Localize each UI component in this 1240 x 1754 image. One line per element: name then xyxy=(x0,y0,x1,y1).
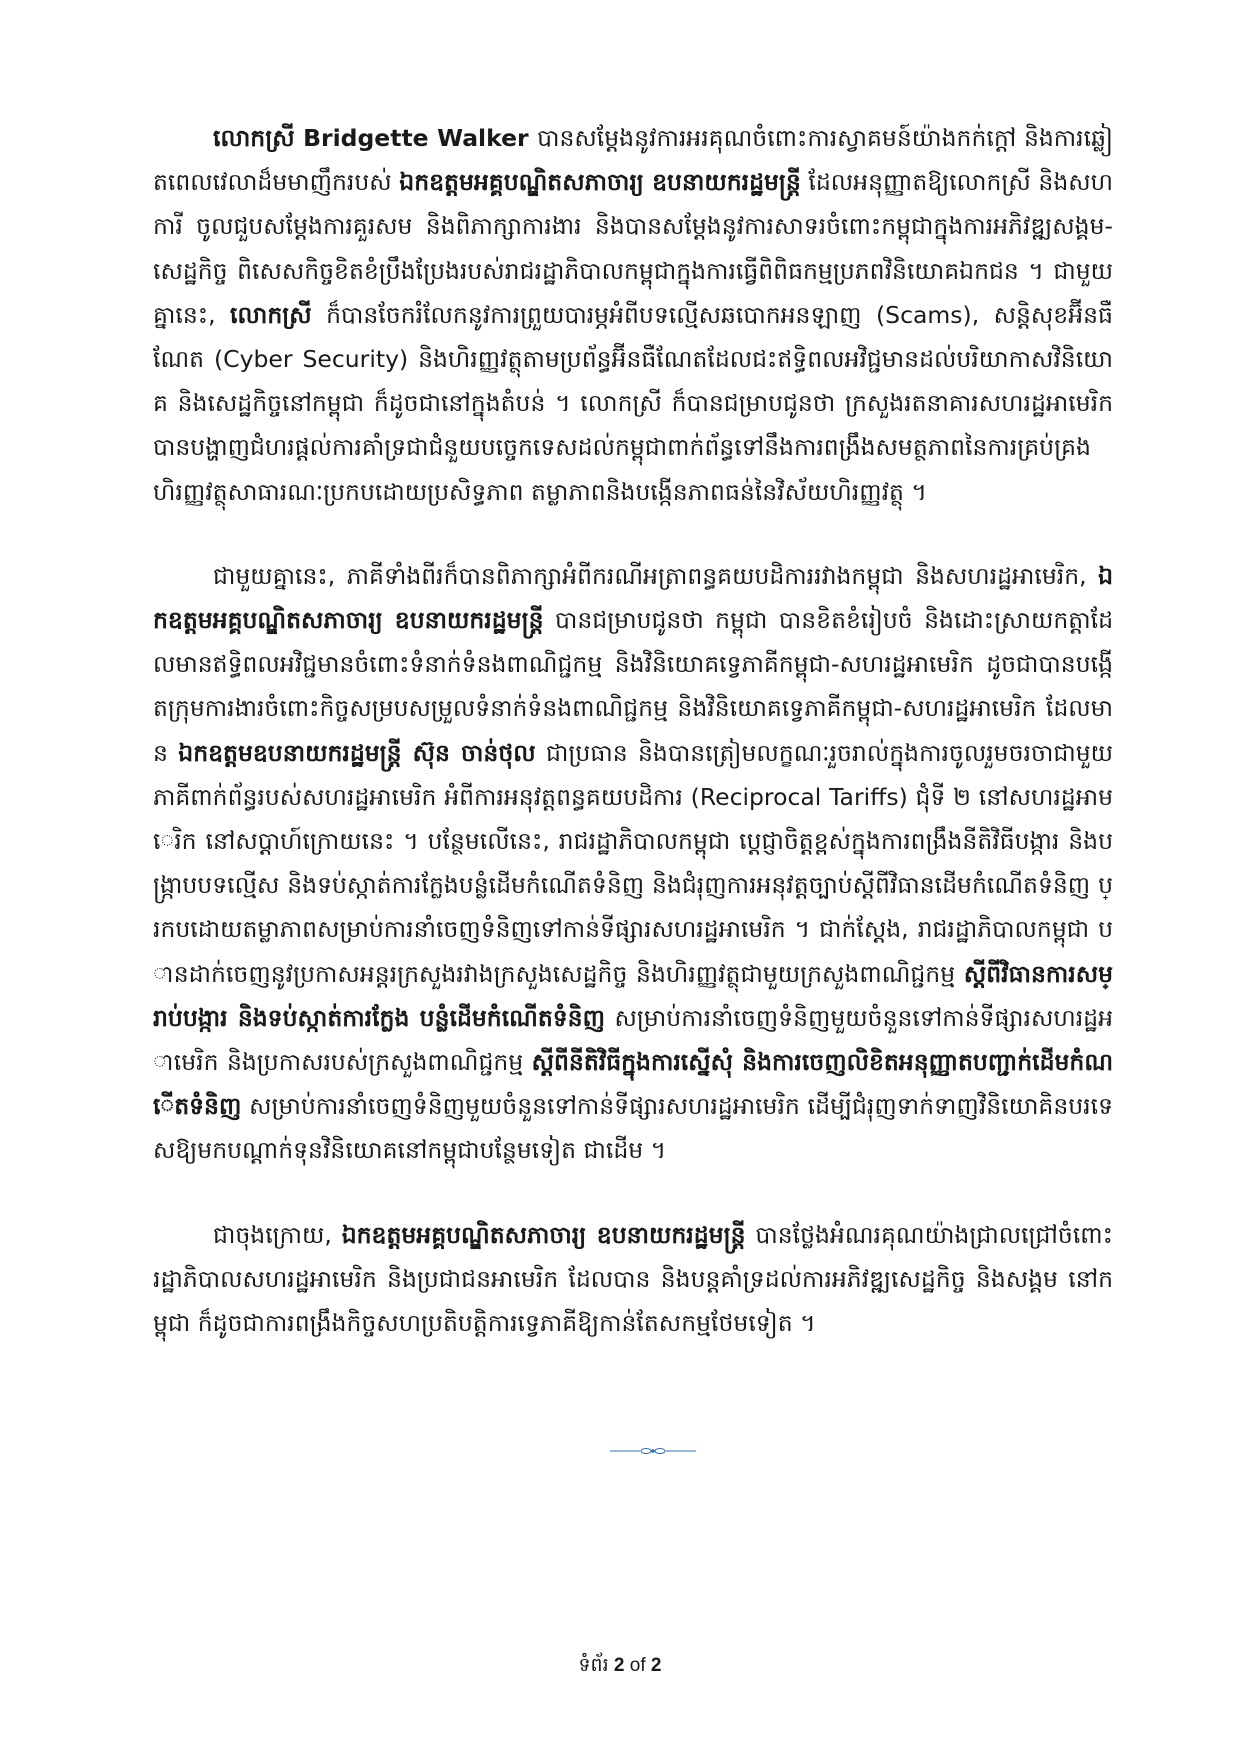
text-run: ស្តីពីនីតិវិធីក្នុងការស្នើសុំ និងការចេញលិខិតអនុញ្ញាតបញ្ជាក់ដើមកំណើតទំនិញ xyxy=(153,1048,1114,1121)
page-of: of xyxy=(629,1655,646,1676)
text-run: ឯកឧត្តមអគ្គបណ្ឌិតសភាចារ្យ ឧបនាយករដ្ឋមន្ត្រី xyxy=(341,1220,746,1249)
text-run: ជាមួយគ្នានេះ, ភាគីទាំងពីរក៏បានពិភាក្សាអំពីករណីអត្រាពន្ធគយបដិការរវាងកម្ពុជា និងសហរដ្ឋអាមេរិក, xyxy=(213,561,1099,590)
page-total: 2 xyxy=(650,1655,662,1676)
text-run: ស្តីពីវិធានការសម្រាប់បង្ការ និងទប់ស្កាត់ការក្លែង បន្លំដើមកំណើតទំនិញ xyxy=(153,959,1113,1032)
text-run: លោកស្រី xyxy=(213,124,295,152)
text-run: ឯកឧត្តមឧបនាយករដ្ឋមន្ត្រី ស៊ុន ចាន់ថុល xyxy=(178,738,536,767)
text-run: បានសម្តែងនូវការអរគុណចំពោះការស្វាគមន៍យ៉ាងកក់ក្តៅ និងការឆ្លៀតពេលវេលាដ៏មមាញឹករបស់ xyxy=(153,124,1114,197)
text-run: ឯកឧត្តមអគ្គបណ្ឌិតសភាចារ្យ ឧបនាយករដ្ឋមន្ត្រី xyxy=(153,561,1113,635)
text-run: បានជម្រាបជូនថា កម្ពុជា បានខិតខំរៀបចំ និងដោះស្រាយកត្តាដែលមានឥទ្ធិពលអវិជ្ជមានចំពោះទំនាក់ទំនងពាណិជ្ជកម្ម និងវិនិយោគទ្វេភាគីកម្ពុជា-សហរដ្ឋអាមេរិក ដូចជាបានបង្កើតក្រុមការងារចំពោះកិច្ចសម្របសម្រួលទំនាក់ទំនងពាណិជ្ជកម្ម និងវិនិយោគទ្វេភាគីកម្ពុជា-សហរដ្ឋអាមេរិក ដែលមាន xyxy=(153,606,1114,767)
page-label: ទំព័រ xyxy=(578,1655,609,1676)
page-number: 2 xyxy=(613,1655,625,1676)
paragraph-1 xyxy=(153,116,1113,514)
text-run: ឯកឧត្តមអគ្គបណ្ឌិតសភាចារ្យ ឧបនាយករដ្ឋមន្ត្រី xyxy=(399,168,801,197)
text-run: បានថ្លែងអំណរគុណយ៉ាងជ្រាលជ្រៅចំពោះរដ្ឋាភិបាលសហរដ្ឋអាមេរិក និងប្រជាជនអាមេរិក ដែលបាន និងបន្តគាំទ្រដល់ការអភិវឌ្ឍសេដ្ឋកិច្ច និងសង្គម នៅកម្ពុជា ក៏ដូចជាការពង្រឹងកិច្ចសហប្រតិបត្តិការទ្វេភាគីឱ្យកាន់តែសកម្មថែមទៀត ។ xyxy=(153,1220,1113,1338)
decorative-divider-icon xyxy=(610,1446,696,1456)
document-body xyxy=(153,116,1113,1385)
text-run: Bridgette Walker xyxy=(294,124,538,152)
text-run: សម្រាប់ការនាំចេញទំនិញមួយចំនួនទៅកាន់ទីផ្សារសហរដ្ឋអាមេរិក និងប្រកាសរបស់ក្រសួងពាណិជ្ជកម្ម xyxy=(153,1003,1113,1077)
text-run: ដែលអនុញ្ញាតឱ្យលោកស្រី និងសហការី ចូលជួបសម្តែងការគួរសម និងពិភាក្សាការងារ និងបានសម្តែងនូវការសាទរចំពោះកម្ពុជាក្នុងការអភិវឌ្ឍសង្គម-សេដ្ឋកិច្ច ពិសេសកិច្ចខិតខំប្រឹងប្រែងរបស់រាជរដ្ឋាភិបាលកម្ពុជាក្នុងការធ្វើពិពិធកម្មប្រភពវិនិយោគឯកជន ។ ជាមួយគ្នានេះ, xyxy=(153,168,1113,329)
text-run: ក៏បានចែករំលែកនូវការព្រួយបារម្ភអំពីបទល្មើសឆបោកអនឡាញ (Scams), សន្តិសុខអ៊ីនធឺណែត (Cyber Security) និងហិរញ្ញវត្ថុតាមប្រព័ន្ធអ៊ីនធឺណែតដែលជះឥទ្ធិពលអវិជ្ជមានដល់បរិយាកាសវិនិយោគ និងសេដ្ឋកិច្ចនៅកម្ពុជា ក៏ដូចជានៅក្នុងតំបន់ ។ លោកស្រី ក៏បានជម្រាបជូនថា ក្រសួងរតនាគារសហរដ្ឋអាមេរិក បានបង្ហាញជំហរផ្តល់ការគាំទ្រជាជំនួយបច្ចេកទេសដល់កម្ពុជាពាក់ព័ន្ធទៅនឹងការពង្រឹងសមត្ថភាពនៃការគ្រប់គ្រងហិរញ្ញវត្ថុសាធារណៈប្រកបដោយប្រសិទ្ធភាព តម្លាភាពនិងបង្កើនភាពធន់នៃវិស័យហិរញ្ញវត្ថុ ។ xyxy=(153,300,1113,506)
text-run: សម្រាប់ការនាំចេញទំនិញមួយចំនួនទៅកាន់ទីផ្សារសហរដ្ឋអាមេរិក ដើម្បីជំរុញទាក់ទាញវិនិយោគិនបរទេសឱ្យមកបណ្តាក់ទុនវិនិយោគនៅកម្ពុជាបន្ថែមទៀត ជាដើម ។ xyxy=(153,1092,1113,1165)
paragraph-2 xyxy=(153,554,1113,1173)
text-run: លោកស្រី xyxy=(230,300,312,329)
page-footer xyxy=(0,1653,1240,1681)
paragraph-3 xyxy=(153,1213,1113,1346)
text-run: ជាចុងក្រោយ, xyxy=(213,1220,342,1249)
text-run: ជាប្រធាន និងបានត្រៀមលក្ខណៈរួចរាល់ក្នុងការចូលរួមចរចាជាមួយភាគីពាក់ព័ន្ធរបស់សហរដ្ឋអាមេរិក អំពីការអនុវត្តពន្ធគយបដិការ (Reciprocal Tariffs) ជុំទី ២ នៅសហរដ្ឋអាមេរិក នៅសប្តាហ៍ក្រោយនេះ ។ បន្ថែមលើនេះ, រាជរដ្ឋាភិបាលកម្ពុជា ប្តេជ្ញាចិត្តខ្ពស់ក្នុងការពង្រឹងនីតិវិធីបង្ការ និងបង្ក្រាបបទល្មើស និងទប់ស្កាត់ការក្លែងបន្លំដើមកំណើតទំនិញ និងជំរុញការអនុវត្តច្បាប់ស្តីពីវិធានដើមកំណើតទំនិញ ប្រកបដោយតម្លាភាពសម្រាប់ការនាំចេញទំនិញទៅកាន់ទីផ្សារសហរដ្ឋអាមេរិក ។ ជាក់ស្តែង, រាជរដ្ឋាភិបាលកម្ពុជា បានដាក់ចេញនូវប្រកាសអន្តរក្រសួងរវាងក្រសួងសេដ្ឋកិច្ច និងហិរញ្ញវត្ថុជាមួយក្រសួងពាណិជ្ជកម្ម xyxy=(153,738,1113,988)
